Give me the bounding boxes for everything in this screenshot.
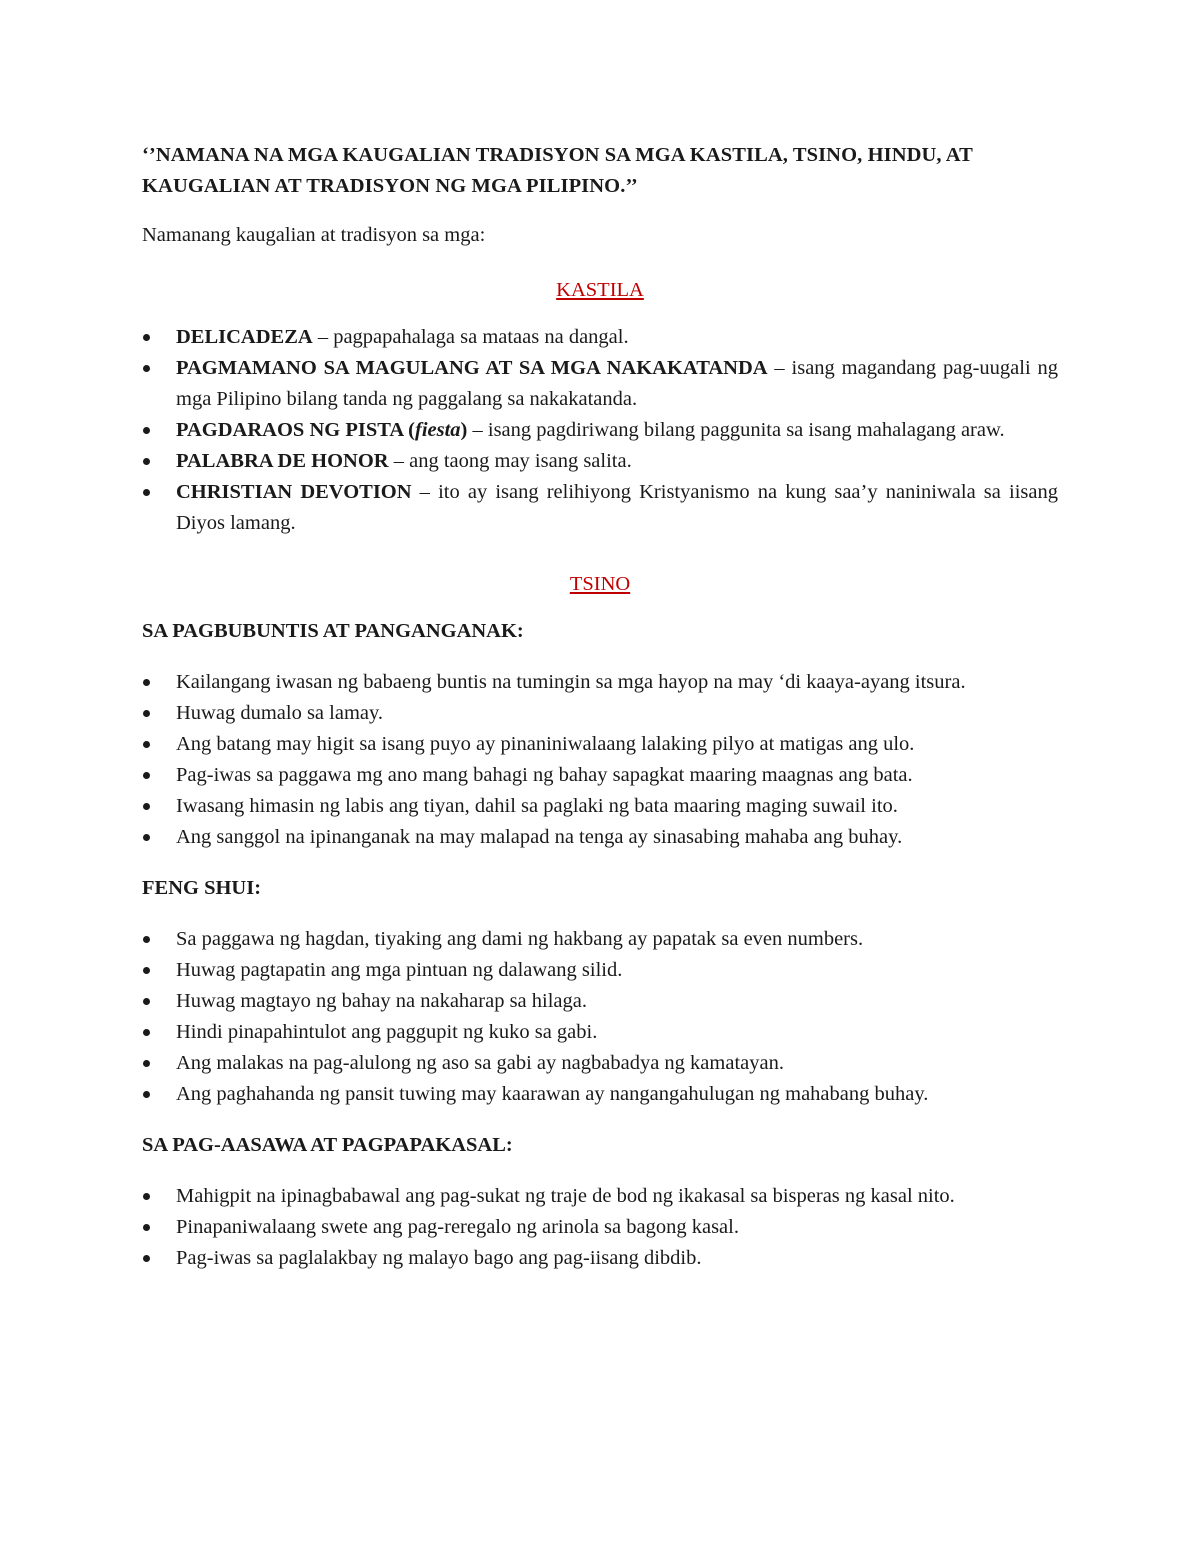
bullet-icon xyxy=(143,772,150,779)
list-item xyxy=(142,955,1058,986)
item-text: Ang paghahanda ng pansit tuwing may kaarawan ay nangangahulugan ng mahabang buhay. xyxy=(176,1083,929,1105)
list-item xyxy=(142,667,1058,698)
pag-aasawa-list xyxy=(142,1181,1058,1274)
item-text: Kailangang iwasan ng babaeng buntis na tumingin sa mga hayop na may ‘di kaaya-ayang itsura. xyxy=(176,671,966,693)
kastila-list xyxy=(142,322,1058,539)
list-item xyxy=(142,446,1058,477)
item-text: Iwasang himasin ng labis ang tiyan, dahil sa paglaki ng bata maaring maging suwail ito. xyxy=(176,795,898,817)
item-term-post: ) xyxy=(460,419,468,441)
list-item xyxy=(142,760,1058,791)
bullet-icon xyxy=(143,1193,150,1200)
item-text: Hindi pinapahintulot ang paggupit ng kuko sa gabi. xyxy=(176,1021,598,1043)
bullet-icon xyxy=(143,334,150,341)
bullet-icon xyxy=(143,710,150,717)
list-item xyxy=(142,477,1058,539)
subheading-feng-shui: FENG SHUI: xyxy=(142,877,262,899)
item-text: Sa paggawa ng hagdan, tiyaking ang dami ng hakbang ay papatak sa even numbers. xyxy=(176,928,864,950)
bullet-icon xyxy=(143,1091,150,1098)
bullet-icon xyxy=(143,936,150,943)
item-text: Ang batang may higit sa isang puyo ay pinaniniwalaang lalaking pilyo at matigas ang ulo. xyxy=(176,733,915,755)
list-item xyxy=(142,924,1058,955)
bullet-icon xyxy=(143,489,150,496)
bullet-icon xyxy=(143,1029,150,1036)
item-text: Mahigpit na ipinagbabawal ang pag-sukat ng traje de bod ng ikakasal sa bisperas ng kasal nito. xyxy=(176,1185,955,1207)
bullet-icon xyxy=(143,365,150,372)
item-desc: – pagpapahalaga sa mataas na dangal. xyxy=(312,326,629,348)
list-item xyxy=(142,698,1058,729)
list-item xyxy=(142,1048,1058,1079)
item-text: Pinapaniwalaang swete ang pag-reregalo ng arinola sa bagong kasal. xyxy=(176,1216,739,1238)
item-term: DELICADEZA xyxy=(176,326,313,348)
item-text: Huwag pagtapatin ang mga pintuan ng dalawang silid. xyxy=(176,959,623,981)
item-text: Pag-iwas sa paggawa mg ano mang bahagi ng bahay sapagkat maaring maagnas ang bata. xyxy=(176,764,913,786)
list-item xyxy=(142,822,1058,853)
list-item xyxy=(142,353,1058,415)
bullet-icon xyxy=(143,1060,150,1067)
list-item xyxy=(142,791,1058,822)
bullet-icon xyxy=(143,458,150,465)
item-desc: – ang taong may isang salita. xyxy=(388,450,632,472)
intro-text: Namanang kaugalian at tradisyon sa mga: xyxy=(142,224,486,246)
bullet-icon xyxy=(143,1255,150,1262)
list-item xyxy=(142,986,1058,1017)
list-item xyxy=(142,1017,1058,1048)
subheading-pagbubuntis: SA PAGBUBUNTIS AT PANGANGANAK: xyxy=(142,620,524,642)
bullet-icon xyxy=(143,834,150,841)
bullet-icon xyxy=(143,741,150,748)
list-item xyxy=(142,1181,1058,1212)
item-term-emphasis: fiesta xyxy=(415,419,461,441)
section-heading-tsino: TSINO xyxy=(569,573,631,595)
bullet-icon xyxy=(143,967,150,974)
section-heading-kastila: KASTILA xyxy=(556,279,644,301)
list-item xyxy=(142,322,1058,353)
bullet-icon xyxy=(143,803,150,810)
bullet-icon xyxy=(143,679,150,686)
subheading-pag-aasawa: SA PAG-AASAWA AT PAGPAPAKASAL: xyxy=(142,1134,513,1156)
item-desc: – ito ay isang relihiyong Kristyanismo na kung saa’y naniniwala sa iisang Diyos lamang. xyxy=(176,481,1058,534)
item-text: Huwag magtayo ng bahay na nakaharap sa hilaga. xyxy=(176,990,587,1012)
item-term: CHRISTIAN DEVOTION xyxy=(176,481,412,503)
feng-shui-list xyxy=(142,924,1058,1110)
item-term: PAGMAMANO SA MAGULANG AT SA MGA NAKAKATANDA xyxy=(176,357,768,379)
item-text: Ang sanggol na ipinanganak na may malapad na tenga ay sinasabing mahaba ang buhay. xyxy=(176,826,903,848)
list-item xyxy=(142,415,1058,446)
bullet-icon xyxy=(143,1224,150,1231)
bullet-icon xyxy=(143,998,150,1005)
document-page xyxy=(142,140,1058,1274)
item-desc: – isang pagdiriwang bilang paggunita sa isang mahalagang araw. xyxy=(467,419,1005,441)
item-term-pre: PAGDARAOS NG PISTA ( xyxy=(176,419,415,441)
list-item xyxy=(142,1212,1058,1243)
item-text: Ang malakas na pag-alulong ng aso sa gabi ay nagbabadya ng kamatayan. xyxy=(176,1052,784,1074)
item-desc: – isang magandang pag-uugali ng mga Pilipino bilang tanda ng paggalang sa nakakatanda. xyxy=(176,357,1059,410)
pagbubuntis-list xyxy=(142,667,1058,853)
list-item xyxy=(142,1079,1058,1110)
item-term xyxy=(176,419,467,441)
item-text: Huwag dumalo sa lamay. xyxy=(176,702,384,724)
list-item xyxy=(142,1243,1058,1274)
bullet-icon xyxy=(143,427,150,434)
item-term: PALABRA DE HONOR xyxy=(176,450,389,472)
item-text: Pag-iwas sa paglalakbay ng malayo bago ang pag-iisang dibdib. xyxy=(176,1247,702,1269)
document-title: ‘’NAMANA NA MGA KAUGALIAN TRADISYON SA MGA KASTILA, TSINO, HINDU, AT KAUGALIAN AT TRADISYON NG MGA PILIPINO.’’ xyxy=(142,144,973,197)
list-item xyxy=(142,729,1058,760)
